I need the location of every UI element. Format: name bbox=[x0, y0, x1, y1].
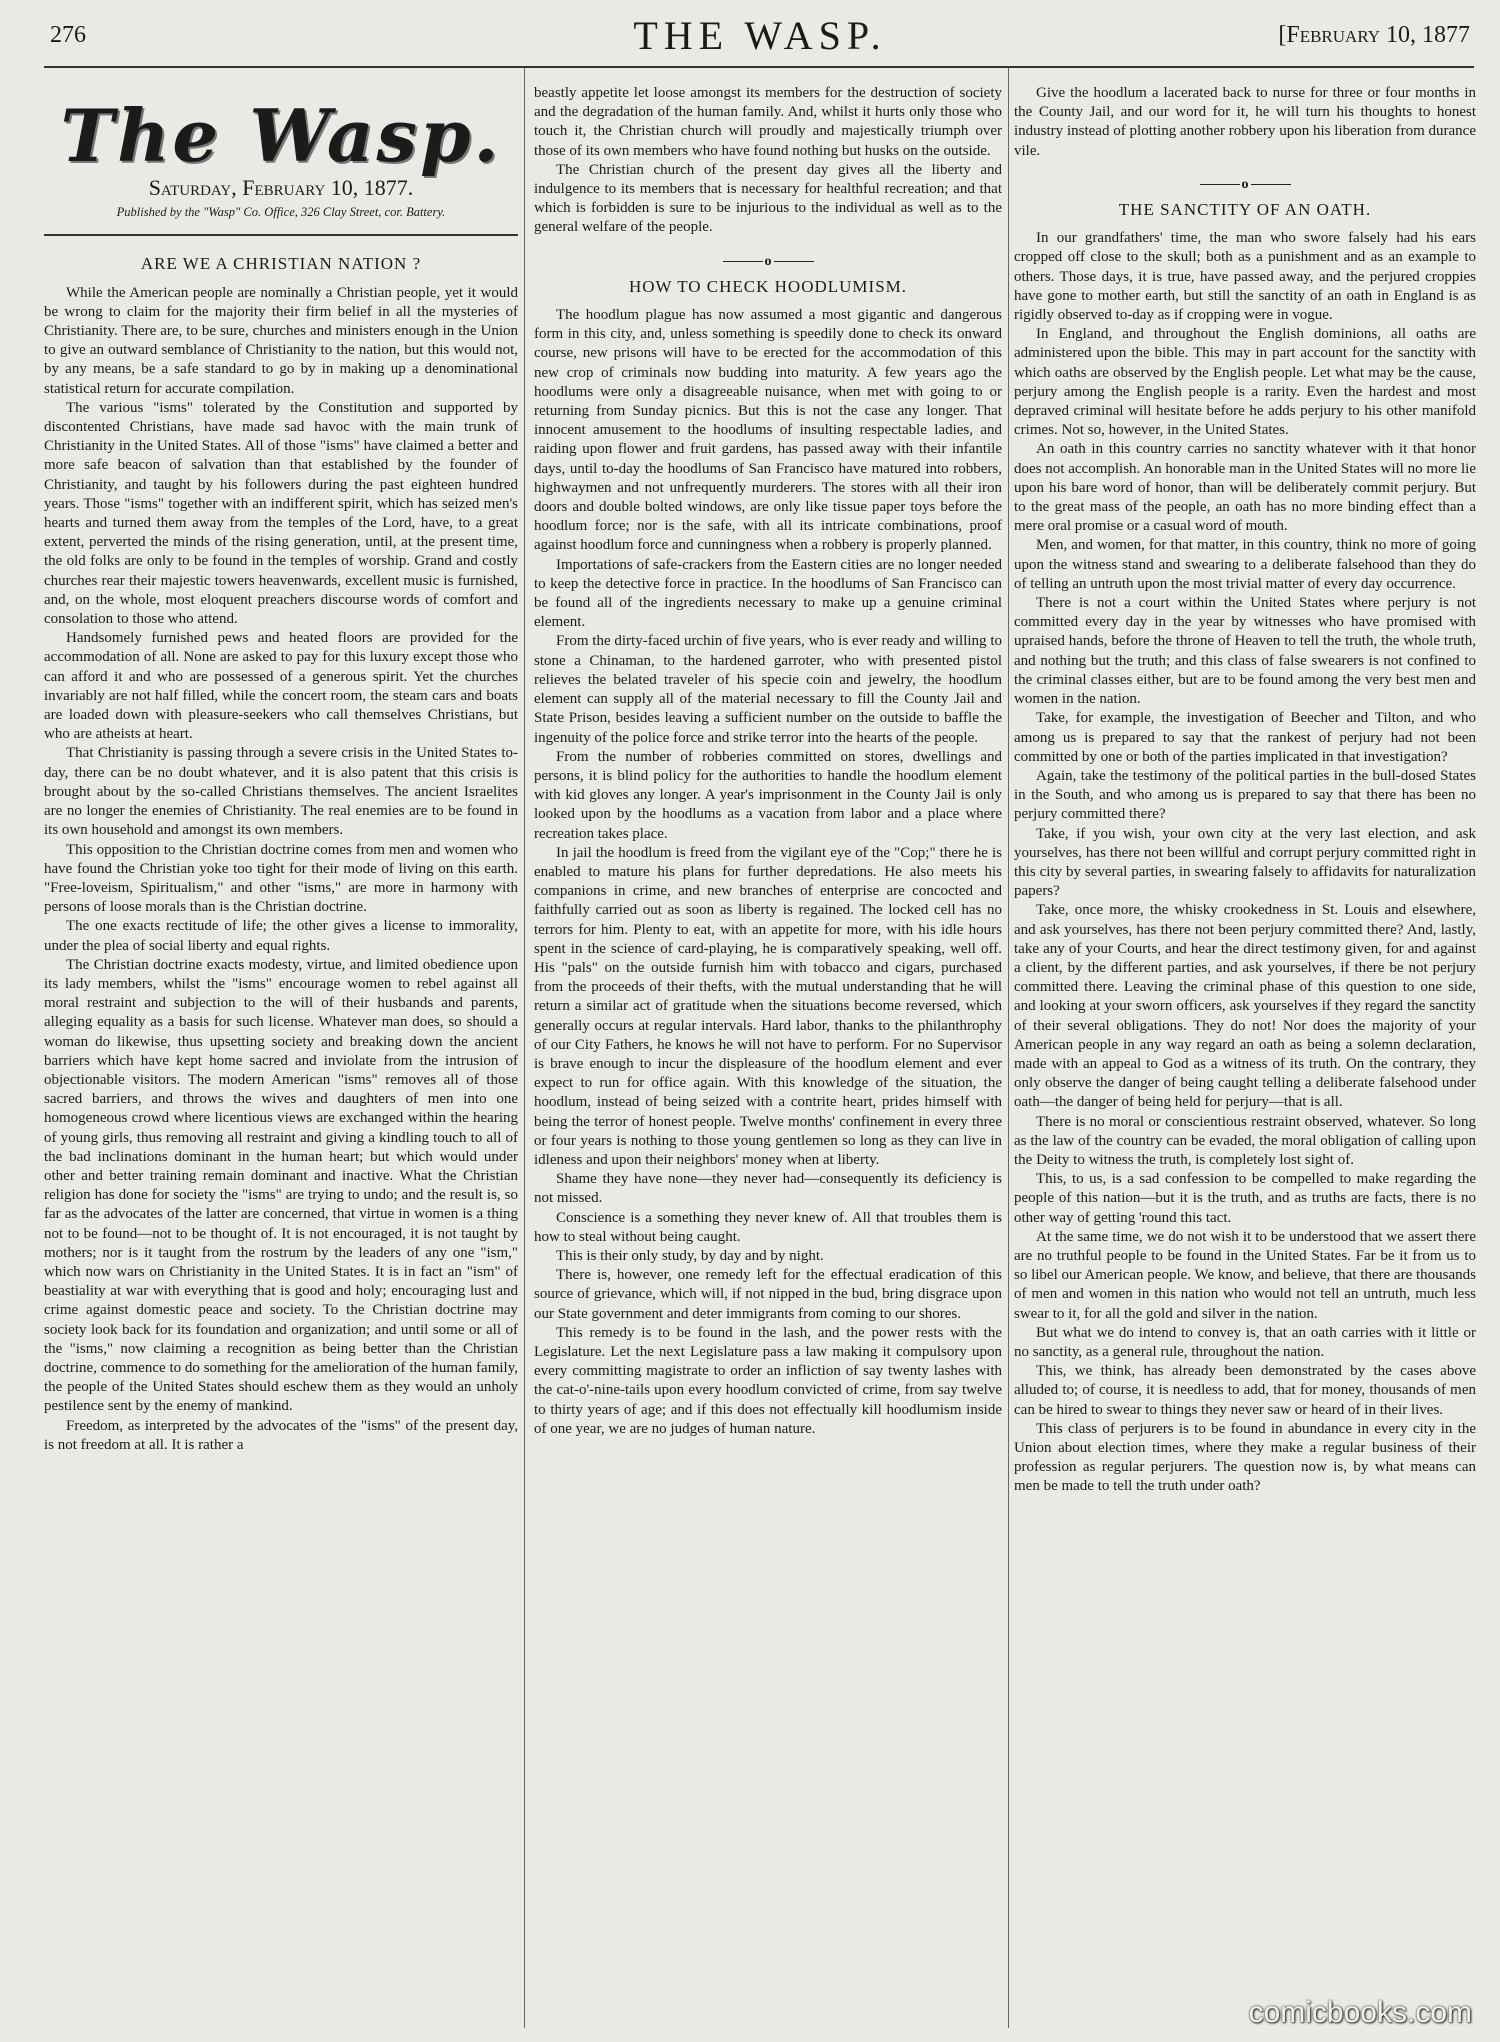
article-heading-christian-nation: ARE WE A CHRISTIAN NATION ? bbox=[140, 254, 422, 274]
paragraph: This remedy is to be found in the lash, and the power rests with the Legislature. Let the next Legislature pass a law making it compulsory upon every committing magistrate to order an infliction of say twenty lashes with the cat-o'-nine-tails upon every hoodlum convicted of crime, from say twelve to thirty years of age; and if this does not effectually kill hoodlumism inside of one year, we are no judges of human nature. bbox=[534, 1324, 1002, 1437]
paragraph: There is no moral or conscientious restraint observed, whatever. So long as the law of the country can be evaded, the moral obligation of calling upon the Deity to witness the truth, is completely lost sight of. bbox=[1014, 1113, 1476, 1168]
paragraph: This is their only study, by day and by night. bbox=[556, 1247, 824, 1264]
header-rule bbox=[44, 66, 1474, 68]
paragraph: From the dirty-faced urchin of five years, who is ever ready and willing to stone a Chinaman, to the hardened garroter, who with presented pistol relieves the belated traveler of his specie coin and jewelry, the hoodlum element can supply all of the material necessary to fill the County Jail and State Prison, besides leaving a sufficient number on the outside to baffle the ingenuity of the police force and strike terror into the hearts of the people. bbox=[534, 633, 1002, 746]
paragraph: Importations of safe-crackers from the Eastern cities are no longer needed to keep the detective force in practice. In the hoodlums of San Francisco can be found all of the ingredients necessary to make up a genuine criminal element. bbox=[534, 556, 1002, 631]
watermark: comicbooks.com bbox=[1248, 1996, 1472, 2029]
running-head bbox=[50, 12, 1470, 64]
paragraph: In England, and throughout the English dominions, all oaths are administered upon the bible. This may in part account for the sanctity with which oaths are observed by the English people. Let what may be the cause, perjury among the English people is a rarity. Even the hardest and most depraved criminal will hesitate before he adds perjury to his other manifold crimes. Not so, however, in the United States. bbox=[1014, 326, 1476, 439]
paragraph: Men, and women, for that matter, in this country, think no more of going upon the witness stand and swearing to a deliberate falsehood than they do of telling an untruth upon the most trivial matter of every day occurrence. bbox=[1014, 537, 1476, 592]
paragraph: This, to us, is a sad confession to be compelled to make regarding the people of this nation—but it is the truth, and as truths are facts, there is no other way of getting 'round this tact. bbox=[1014, 1171, 1476, 1226]
masthead bbox=[44, 74, 518, 236]
paragraph: An oath in this country carries no sanctity whatever with it that honor does not accomplish. An honorable man in the United States will no more lie upon his bare word of honor, than will be deliberately commit perjury. But to the great mass of the people, an oath has no more binding effect than a mere oral promise or a casual word of mouth. bbox=[1014, 441, 1476, 535]
paragraph: In our grandfathers' time, the man who swore falsely had his ears cropped off close to the skull; both as a punishment and as an example to others. Those days, it is true, have passed away, and the perjured croppies have gone to mother earth, but still the sanctity of an oath in England is as rigidly observed to-day as if cropping were in vogue. bbox=[1014, 230, 1476, 324]
paragraph: While the American people are nominally a Christian people, yet it would be wrong to claim for the majority their firm belief in all the mysteries of Christianity. There are, to be sure, churches and ministers enough in the Union to give an outward semblance of Christianity to the nation, but this would not, by any means, be a safe standard to go by in making up a denominational statistical return for accurate compilation. bbox=[44, 284, 518, 397]
paragraph: That Christianity is passing through a severe crisis in the United States to-day, there can be no doubt whatever, and it is also patent that this crisis is brought about by the so-called Christians themselves. The ancient Israelites are no longer the enemies of Christianity. The real enemies are to be found in its own household and amongst its own members. bbox=[44, 745, 518, 839]
paragraph: The hoodlum plague has now assumed a most gigantic and dangerous form in this city, and, unless something is speedily done to check its onward course, new prisons will have to be erected for the accommodation of this new crop of criminals now budding into maturity. A few years ago the hoodlums were only a disagreeable nuisance, when met with going to or returning from Sunday picnics. But this is not the case any longer. That innocent amusement to the hoodlums of insulting respectable ladies, and raiding upon flower and fruit gardens, has passed away with their infantile days, until to-day the hoodlums of San Francisco have matured into robbers, highwaymen and not unfrequently murderers. The stores with all their iron doors and double bolted windows, are only like tissue paper toys before the hoodlum force; nor is the safe, with all its intricate combinations, proof against hoodlum force and cunningness when a robbery is properly planned. bbox=[534, 307, 1002, 554]
paragraph: Again, take the testimony of the political parties in the bull-dosed States in the South, and who among us is prepared to say that there has been no perjury committed there? bbox=[1014, 767, 1476, 823]
masthead-publisher: Published by the "Wasp" Co. Office, 326 Clay Street, cor. Battery. bbox=[44, 203, 518, 236]
column-3 bbox=[1014, 84, 1476, 1497]
paragraph: Freedom, as interpreted by the advocates of the "isms" of the present day, is not freedom at all. It is rather a bbox=[44, 1417, 518, 1453]
paragraph: This class of perjurers is to be found in abundance in every city in the Union about election times, where they make a regular business of their profession as regular perjurers. The question now is, by what means can men be made to tell the truth under oath? bbox=[1014, 1420, 1476, 1495]
section-divider: o bbox=[1014, 175, 1476, 194]
page-number: 276 bbox=[50, 22, 86, 48]
paragraph: Take, once more, the whisky crookedness in St. Louis and elsewhere, and ask yourselves, has there not been perjury committed there? And, lastly, take any of your Courts, and hear the direct testimony given, for and against a client, by the different parties, and ask yourselves, if there be not perjury committed there. Leaving the criminal phase of this question to one side, and looking at your sworn officers, ask yourselves if they regard the sanctity of their several obligations. They do not! Nor does the majority of your American people in any way regard an oath as being a solemn declaration, made with an appeal to God as a witness of its truth. On the contrary, they only observe the danger of being caught telling a deliberate falsehood under oath—the danger of being held for perjury—that is all. bbox=[1014, 902, 1476, 1111]
running-title: THE WASP. bbox=[633, 13, 887, 58]
column-rule-2 bbox=[1008, 68, 1009, 2028]
paragraph: The one exacts rectitude of life; the other gives a license to immorality, under the plea of social liberty and equal rights. bbox=[44, 918, 518, 954]
paragraph-continued: beastly appetite let loose amongst its members for the destruction of society and the degradation of the human family. And, whilst it hurts only those who touch it, the Christian church will proudly and majestically triumph over those of its own members who have found nothing but husks on the outside. bbox=[534, 85, 1002, 159]
paragraph: Take, for example, the investigation of Beecher and Tilton, and who among us is prepared to say that the rankest of perjury had not been committed by one or both of the parties implicated in that investigation? bbox=[1014, 710, 1476, 765]
paragraph: There is not a court within the United States where perjury is not committed every day in the year by witnesses who have promised with upraised hands, before the throne of Heaven to tell the truth, the whole truth, and nothing but the truth; and this class of false swearers is not confined to the criminal classes either, but are to be found among the very best men and women in the nation. bbox=[1014, 595, 1476, 708]
paragraph: The Christian doctrine exacts modesty, virtue, and limited obedience upon its lady members, whilst the "isms" encourage women to rebel against all moral restraint and subjection to the will of their husbands and parents, alleging equality as a basis for such license. Whatever man does, so should a woman do likewise, thus upsetting society and breaking down the ancient barriers which have kept home sacred and inviolate from the intrusion of objectionable visitors. The modern American "isms" removes all of those sacred barriers, and throws the wives and daughters of men into one homogeneous crowd where licentious views are exchanged within the hearing of young girls, thus removing all restraint and giving a kindling touch to all of the bad inclinations dominant in the human heart; but which would under other and better training remain dominant and inactive. What the Christian religion has done for society the "isms" are trying to undo; and the result is, so far as the advocates of the latter are concerned, that virtue in women is a thing not to be found—not to be thought of. It is not encouraged, it is not taught by mothers; nor is it taught from the rostrum by the leaders of any one "ism," which now wars on Christianity in the United States. It is in fact an "ism" of beastiality at war with everything that is good and holy; encouraging lust and crime against domestic peace and society. To the Christian doctrine may society look back for its foundation and organization; and until some or all of the "isms," now claiming a recognition as being better than the Christian doctrine, commence to do something for the amelioration of the human family, the people of the United States should eschew them as they would an unholy pestilence sent by the enemy of mankind. bbox=[44, 956, 518, 1415]
running-date: [February 10, 1877 bbox=[1278, 22, 1470, 48]
paragraph: There is, however, one remedy left for the effectual eradication of this source of grievance, which will, if not nipped in the bud, bring disgrace upon our State government and deter immigrants from coming to our shores. bbox=[534, 1267, 1002, 1322]
paragraph: This, we think, has already been demonstrated by the cases above alluded to; of course, it is needless to add, that for money, thousands of men can be hired to swear to things they never saw or heard of in their lives. bbox=[1014, 1363, 1476, 1418]
paragraph: At the same time, we do not wish it to be understood that we assert there are no truthful people to be found in the United States. Far be it from us to so libel our American people. We know, and believe, that there are thousands of men and women in this nation who would not tell an untruth, much less swear to it, for all the gold and silver in the nation. bbox=[1014, 1228, 1476, 1322]
paragraph: This opposition to the Christian doctrine comes from men and women who have found the Christian yoke too tight for their mode of living on this earth. "Free-loveism, Spiritualism," and other "isms," are more in harmony with persons of loose morals than is the Christian doctrine. bbox=[44, 841, 518, 916]
column-1 bbox=[44, 74, 518, 1455]
paragraph: From the number of robberies committed on stores, dwellings and persons, it is blind policy for the authorities to handle the hoodlum element with kid gloves any longer. A year's imprisonment in the County Jail is only looked upon by the hoodlums as a vacation from labor and a place where recreation takes place. bbox=[534, 748, 1002, 842]
paragraph: In jail the hoodlum is freed from the vigilant eye of the "Cop;" there he is enabled to mature his plans for further depredations. He also meets his companions in crime, and new branches of enterprise are concocted and faithfully carried out as soon as liberty is regained. The locked cell has no terrors for him. Plenty to eat, with an appetite for more, with his idle hours spent in the science of card-playing, he is comparatively speaking, well off. His "pals" on the outside furnish him with tobacco and cigars, purchased from the proceeds of their thefts, with the mutual understanding that he will return a similar act of gratitude when the situations become reversed, which generally occurs at regular intervals. Hard labor, thanks to the philanthrophy of our City Fathers, he knows he will not have to perform. For no Supervisor is brave enough to incur the displeasure of the hoodlum element and ever expect to run for office again. With this knowledge of the situation, the hoodlum, instead of being seized with a contrite heart, prides himself with being the terror of honest people. Twelve months' confinement in every three or four years is nothing to those young gentlemen so long as they can live in idleness and upon their neighbors' money when at liberty. bbox=[534, 844, 1002, 1168]
paragraph: Take, if you wish, your own city at the very last election, and ask yourselves, has there not been willful and corrupt perjury committed right in this city by several parties, in swearing falsely to affidavits for naturalization papers? bbox=[1014, 825, 1476, 900]
paragraph: Shame they have none—they never had—consequently its deficiency is not missed. bbox=[534, 1171, 1002, 1207]
masthead-title: The Wasp. bbox=[60, 93, 502, 178]
article-heading-hoodlumism: HOW TO CHECK HOODLUMISM. bbox=[628, 276, 908, 296]
section-divider: o bbox=[534, 252, 1002, 271]
paragraph: The Christian church of the present day gives all the liberty and indulgence to its members that is necessary for healthful recreation; and that which is forbidden is sure to be injurious to the individual as well as to the general welfare of the people. bbox=[534, 161, 1002, 236]
paragraph: The various "isms" tolerated by the Constitution and supported by discontented Christians, have made sad havoc with the main trunk of Christianity in the United States. All of those "isms" have claimed a better and more safe beacon of salvation than that established by the founder of Christianity, and taught by his followers during the past eighteen hundred years. Those "isms" together with an indifferent spirit, which has seized men's hearts and turned them away from the temples of the Lord, have, to a great extent, perverted the minds of the rising generation, until, at the present time, the old folks are only to be found in the temples of worship. Grand and costly churches rear their majestic towers heavenwards, excellent music is furnished, and, on the whole, most eloquent preachers discourse words of comfort and consolation to those who attend. bbox=[44, 399, 518, 628]
column-2 bbox=[534, 84, 1002, 1439]
column-rule-1 bbox=[524, 68, 525, 2028]
paragraph-continued: Give the hoodlum a lacerated back to nurse for three or four months in the County Jail, and our word for it, he will turn his thoughts to honest industry instead of plotting another robbery upon his liberation from durance vile. bbox=[1014, 85, 1476, 159]
paragraph: But what we do intend to convey is, that an oath carries with it little or no sanctity, as a general rule, throughout the nation. bbox=[1014, 1324, 1476, 1360]
masthead-date: Saturday, February 10, 1877. bbox=[148, 175, 414, 200]
paragraph: Handsomely furnished pews and heated floors are provided for the accommodation of all. None are asked to pay for this luxury except those who can afford it and who are possessed of a generous spirit. Yet the churches invariably are not half filled, while the concert room, the steam cars and boats are loaded down with pleasure-seekers who call themselves Christians, but who are atheists at heart. bbox=[44, 630, 518, 743]
paragraph: Conscience is a something they never knew of. All that troubles them is how to steal without being caught. bbox=[534, 1209, 1002, 1245]
article-heading-oath: THE SANCTITY OF AN OATH. bbox=[1118, 200, 1372, 220]
